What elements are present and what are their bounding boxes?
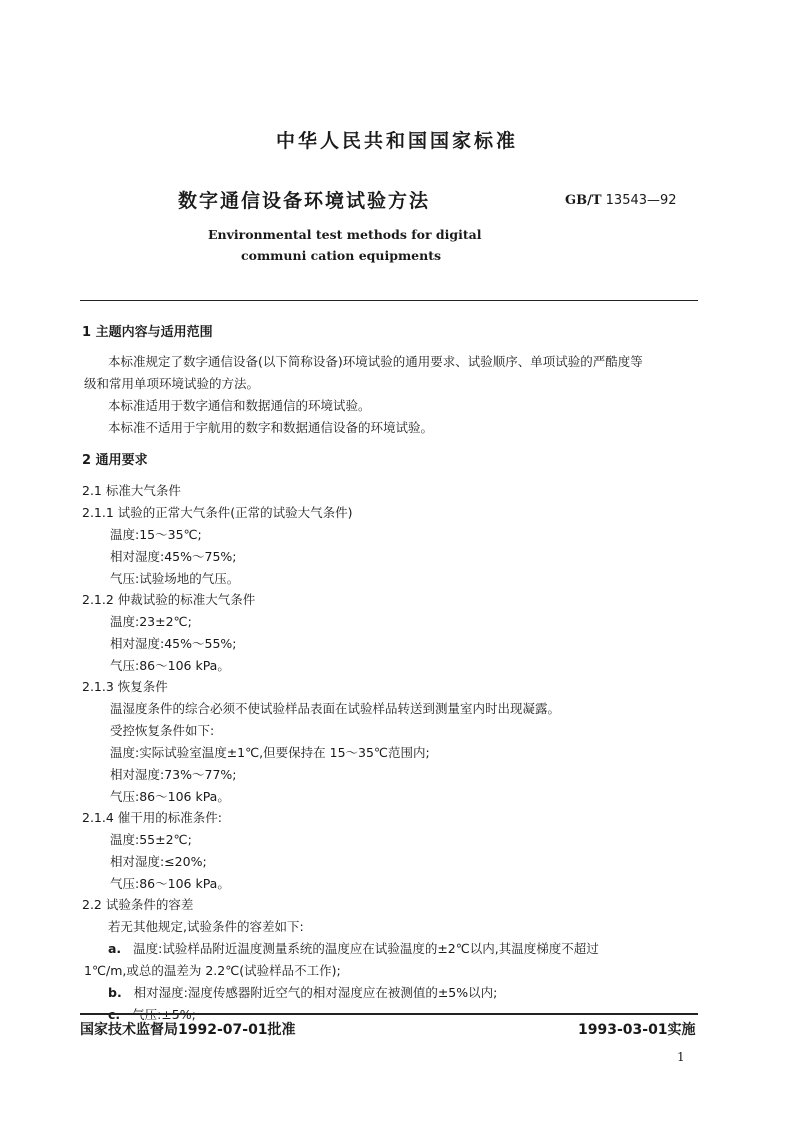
section-2-1-3-heading: 2.1.3 恢复条件 (82, 679, 168, 694)
section-2-1-3-temperature: 温度:实际试验室温度±1℃,但要保持在 15～35℃范围内; (110, 745, 430, 760)
section-2-2-item-a-line-2: 1℃/m,或总的温差为 2.2℃(试验样品不工作); (84, 963, 341, 978)
section-1-paragraph-3: 本标准不适用于宇航用的数字和数据通信设备的环境试验。 (108, 420, 434, 435)
section-2-1-1-pressure: 气压:试验场地的气压。 (110, 571, 240, 586)
section-2-1-1-temperature: 温度:15～35℃; (110, 527, 202, 542)
section-2-1-3-pressure: 气压:86～106 kPa。 (110, 789, 230, 804)
section-2-1-2-heading: 2.1.2 仲裁试验的标准大气条件 (82, 592, 256, 607)
section-2-1-2-temperature: 温度:23±2℃; (110, 614, 192, 629)
section-1-paragraph-1-line-1: 本标准规定了数字通信设备(以下简称设备)环境试验的通用要求、试验顺序、单项试验的严酷度等 (108, 354, 643, 369)
section-2-2-item-b (108, 983, 497, 1001)
section-1-paragraph-2: 本标准适用于数字通信和数据通信的环境试验。 (108, 398, 371, 413)
country-standard-heading: 中华人民共和国国家标准 (275, 130, 518, 152)
section-1-heading: 1 主题内容与适用范围 (82, 325, 213, 340)
section-2-1-4-humidity: 相对湿度:≤20%; (110, 854, 207, 869)
section-2-2-item-a (108, 939, 599, 957)
document-title-en-line1: Environmental test methods for digital (208, 227, 482, 242)
item-b-text: 相对湿度:湿度传感器附近空气的相对湿度应在被测值的±5%以内; (133, 985, 498, 1000)
section-2-1-4-heading: 2.1.4 催干用的标准条件: (82, 810, 222, 825)
page-number: 1 (677, 1050, 685, 1064)
section-2-1-4-pressure: 气压:86～106 kPa。 (110, 876, 230, 891)
section-2-1-3-humidity: 相对湿度:73%～77%; (110, 767, 237, 782)
document-title-en-line2: communi cation equipments (241, 248, 442, 263)
section-2-1-2-humidity: 相对湿度:45%～55%; (110, 636, 237, 651)
section-2-1-1-humidity: 相对湿度:45%～75%; (110, 549, 237, 564)
item-a-label: a. (108, 941, 122, 956)
section-2-1-3-paragraph-1: 温湿度条件的综合必须不使试验样品表面在试验样品转送到测量室内时出现凝露。 (110, 701, 561, 716)
section-2-1-heading: 2.1 标准大气条件 (82, 483, 181, 498)
section-2-1-2-pressure: 气压:86～106 kPa。 (110, 658, 230, 673)
section-2-1-1-heading: 2.1.1 试验的正常大气条件(正常的试验大气条件) (82, 505, 353, 520)
item-c-label: c. (108, 1007, 121, 1022)
section-2-2-heading: 2.2 试验条件的容差 (82, 897, 194, 912)
section-2-1-4-temperature: 温度:55±2℃; (110, 832, 192, 847)
footer-divider (80, 1013, 698, 1015)
item-b-label: b. (108, 985, 122, 1000)
section-2-1-3-paragraph-2: 受控恢复条件如下: (110, 723, 215, 738)
section-2-2-intro: 若无其他规定,试验条件的容差如下: (108, 919, 304, 934)
standard-code (565, 193, 677, 208)
section-1-paragraph-1-line-2: 级和常用单项环境试验的方法。 (84, 376, 260, 391)
approval-date: 国家技术监督局1992-07-01批准 (80, 1022, 296, 1038)
standard-number: 13543—92 (605, 193, 677, 208)
document-title-cn: 数字通信设备环境试验方法 (178, 190, 431, 212)
header-divider (80, 300, 698, 301)
item-a-text-line-1: 温度:试验样品附近温度测量系统的温度应在试验温度的±2℃以内,其温度梯度不超过 (133, 941, 599, 956)
section-2-heading: 2 通用要求 (82, 453, 148, 468)
item-c-text: 气压:±5%; (132, 1007, 196, 1022)
implementation-date: 1993-03-01实施 (578, 1022, 696, 1038)
standard-prefix: GB/T (565, 193, 602, 208)
